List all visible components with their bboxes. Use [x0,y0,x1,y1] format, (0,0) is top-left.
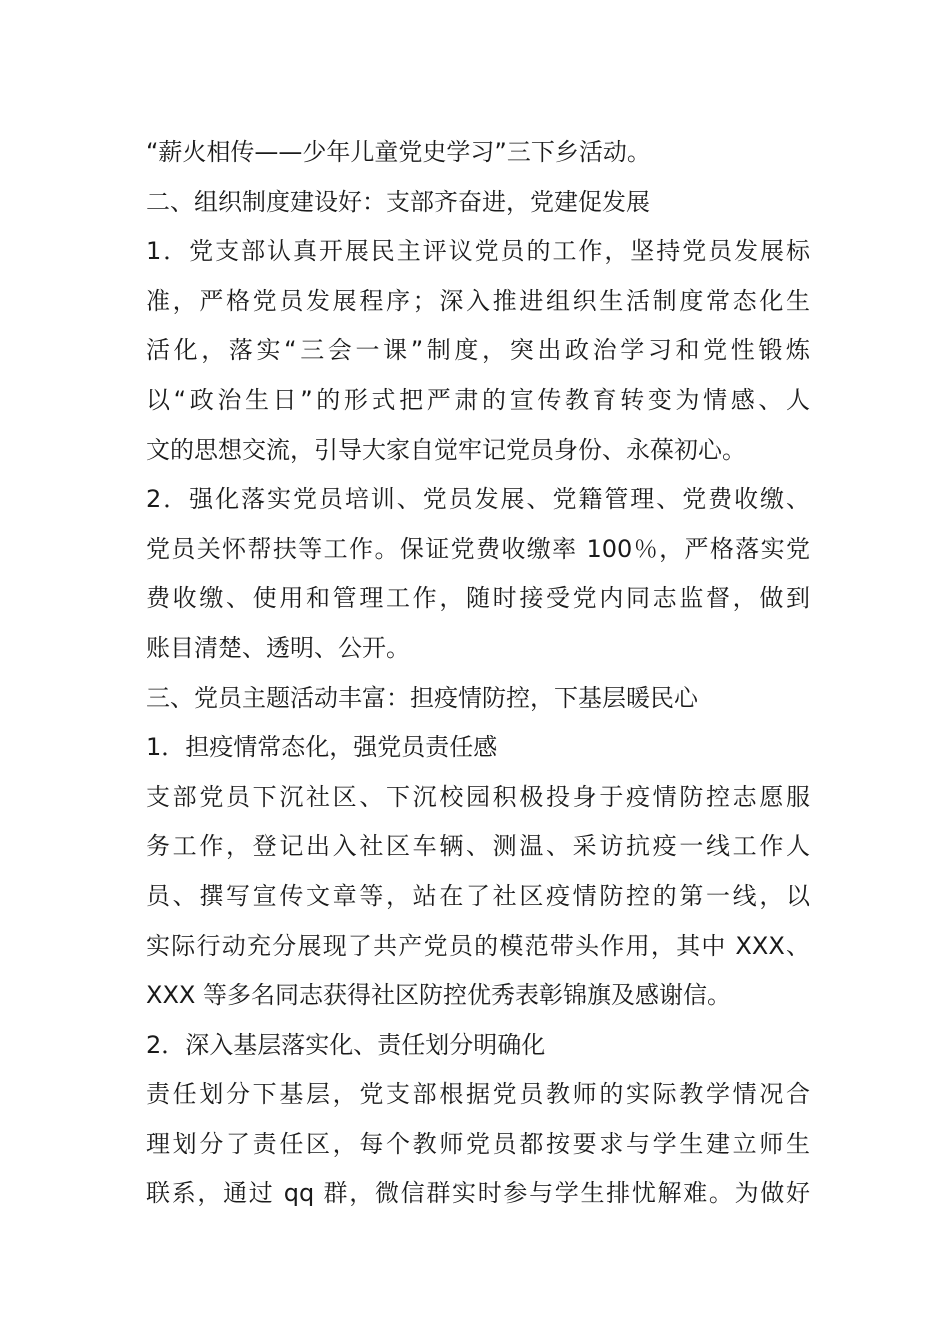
paragraph-line: 1．党支部认真开展民主评议党员的工作，坚持党员发展标 [146,237,810,266]
subsection-heading: 2．深入基层落实化、责任划分明确化 [146,1030,546,1059]
section-heading: 三、党员主题活动丰富：担疫情防控，下基层暖民心 [146,683,698,712]
subsection-heading: 1．担疫情常态化，强党员责任感 [146,733,498,762]
paragraph-line: 文的思想交流，引导大家自觉牢记党员身份、永葆初心。 [146,435,746,464]
section-heading: 二、组织制度建设好：支部齐奋进，党建促发展 [146,187,650,216]
paragraph-line: 支部党员下沉社区、下沉校园积极投身于疫情防控志愿服 [146,782,810,811]
paragraph-line: XXX 等多名同志获得社区防控优秀表彰锦旗及感谢信。 [146,981,731,1010]
paragraph-line: 2．强化落实党员培训、党员发展、党籍管理、党费收缴、 [146,485,810,514]
paragraph-line: 务工作，登记出入社区车辆、测温、采访抗疫一线工作人 [146,832,810,861]
paragraph-line: 责任划分下基层，党支部根据党员教师的实际教学情况合 [146,1080,810,1109]
paragraph-line: 实际行动充分展现了共产党员的模范带头作用，其中 XXX、 [146,931,810,960]
paragraph-line: 联系，通过 qq 群，微信群实时参与学生排忧解难。为做好 [146,1179,810,1208]
paragraph-line: 以“政治生日”的形式把严肃的宣传教育转变为情感、人 [146,385,810,414]
paragraph-line: 账目清楚、透明、公开。 [146,633,410,662]
paragraph-line: 理划分了责任区，每个教师党员都按要求与学生建立师生 [146,1129,810,1158]
paragraph-line: 党员关怀帮扶等工作。保证党费收缴率 100％，严格落实党 [146,534,810,563]
paragraph-line: 准，严格党员发展程序；深入推进组织生活制度常态化生 [146,286,810,315]
paragraph-line: 员、撰写宣传文章等，站在了社区疫情防控的第一线，以 [146,881,810,910]
document-body [146,128,810,1219]
paragraph-line: “薪火相传——少年儿童党史学习”三下乡活动。 [146,138,651,166]
paragraph-line: 活化，落实“三会一课”制度，突出政治学习和党性锻炼 [146,336,810,365]
paragraph-line: 费收缴、使用和管理工作，随时接受党内同志监督，做到 [146,584,810,613]
